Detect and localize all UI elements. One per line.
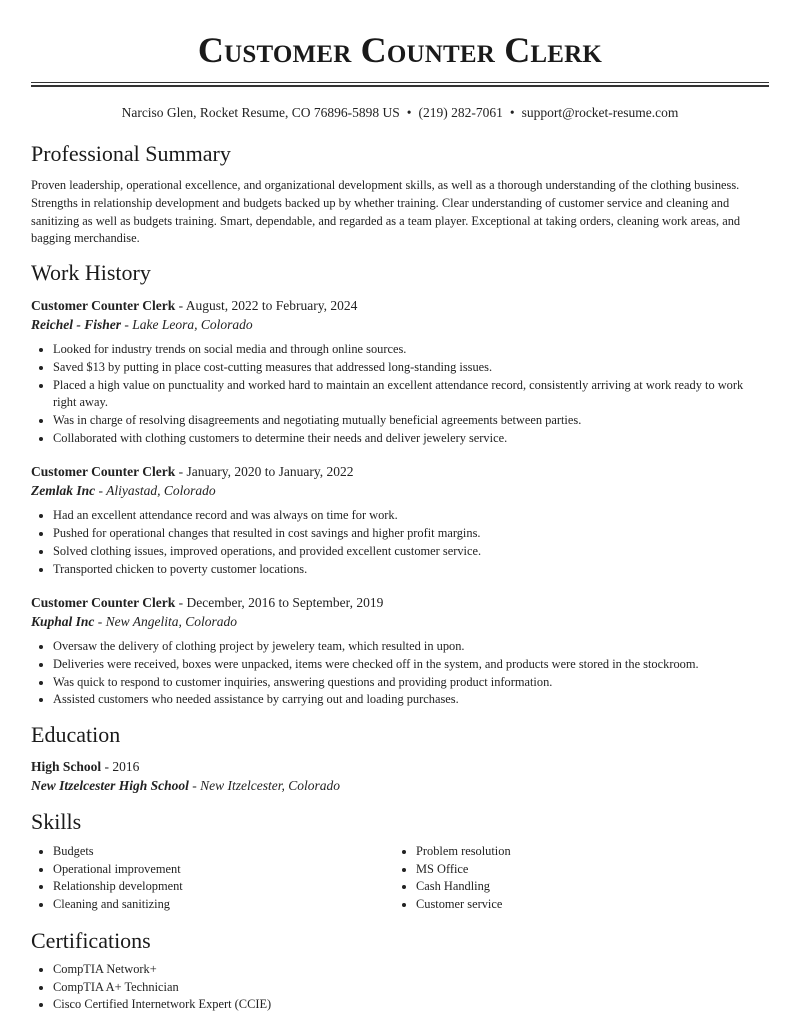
education-school-line (31, 776, 769, 795)
job-bullet: • Solved clothing issues, improved operations, and provided excellent customer service. (53, 543, 769, 561)
education-school: New Itzelcester High School (31, 778, 189, 794)
job-dates: - December, 2016 to September, 2019 (175, 595, 384, 611)
job-company-line (31, 612, 769, 631)
education-degree: High School (31, 759, 102, 775)
certification-item: • CompTIA A+ Technician (53, 979, 769, 997)
job-entry (31, 462, 769, 578)
skill-item: • Customer service (416, 896, 511, 914)
header-divider (31, 82, 769, 87)
resume-page (31, 0, 769, 1014)
skills-list (31, 843, 769, 914)
skill-item: • Budgets (53, 843, 394, 861)
job-title-line (31, 296, 769, 315)
job-company-line (31, 481, 769, 500)
work-history-heading: Work History (31, 260, 151, 286)
contact-phone: (219) 282-7061 (418, 105, 503, 120)
skills-column (31, 843, 394, 914)
job-entry (31, 593, 769, 709)
job-entry (31, 296, 769, 447)
job-bullet: • Was quick to respond to customer inquiries, answering questions and providing product information. (53, 674, 769, 692)
skill-item: • Cleaning and sanitizing (53, 896, 394, 914)
job-company-line (31, 315, 769, 334)
job-bullet: • Collaborated with clothing customers to determine their needs and deliver jewelery service. (53, 430, 769, 448)
certifications-list (31, 961, 769, 1014)
job-bullet: • Had an excellent attendance record and was always on time for work. (53, 507, 769, 525)
resume-name: Customer Counter Clerk (197, 30, 603, 70)
job-bullet: • Was in charge of resolving disagreements and negotiating mutually beneficial agreements between parties. (53, 412, 769, 430)
job-bullet: • Saved $13 by putting in place cost-cutting measures that addressed long-standing issues. (53, 359, 769, 377)
job-bullets (31, 341, 769, 447)
education-heading: Education (31, 722, 121, 748)
contact-address: Narciso Glen, Rocket Resume, CO 76896-5898 US (121, 105, 400, 120)
job-role: Customer Counter Clerk (31, 595, 176, 611)
job-bullet: • Placed a high value on punctuality and worked hard to maintain an excellent attendance record, consistently arriving at work ready to work right away. (53, 377, 769, 412)
contact-line (31, 104, 769, 122)
job-bullets (31, 507, 769, 578)
contact-email[interactable]: support@rocket-resume.com (521, 105, 679, 120)
summary-text: Proven leadership, operational excellence, and organizational development skills, as well as a thorough understanding of the clothing business. Strengths in relationship development and budgets backed up by whether training. Clear understanding of customer service and cleaning and sanitizing as well as budgets training. Smart, dependable, and regarded as a team player. Exceptional at taking orders, cleaning work areas, and bagging merchandise. (31, 178, 741, 246)
job-location: - Lake Leora, Colorado (121, 317, 253, 333)
certification-item: • CompTIA Network+ (53, 961, 769, 979)
job-company: Kuphal Inc (31, 614, 95, 630)
contact-separator: • (509, 105, 515, 120)
contact-separator: • (406, 105, 412, 120)
education-location: - New Itzelcester, Colorado (188, 778, 340, 794)
certifications-heading: Certifications (31, 927, 151, 953)
job-title-line (31, 462, 769, 481)
job-bullet: • Pushed for operational changes that resulted in cost savings and higher profit margins. (53, 525, 769, 543)
education-degree-line (31, 757, 769, 776)
education-year: - 2016 (101, 759, 140, 775)
job-bullet: • Transported chicken to poverty customer locations. (53, 561, 769, 579)
job-bullet: • Deliveries were received, boxes were unpacked, items were checked off in the system, and products were stored in the stockroom. (53, 656, 769, 674)
job-location: - New Angelita, Colorado (94, 614, 238, 630)
job-bullet: • Assisted customers who needed assistance by carrying out and loading purchases. (53, 691, 769, 709)
job-location: - Aliyastad, Colorado (95, 483, 216, 499)
job-role: Customer Counter Clerk (31, 464, 176, 480)
summary-heading: Professional Summary (31, 141, 231, 166)
job-company: Zemlak Inc (31, 483, 96, 499)
certification-item: • Cisco Certified Internetwork Expert (CCIE) (53, 996, 769, 1014)
job-role: Customer Counter Clerk (31, 298, 176, 314)
skill-item: • Relationship development (53, 878, 394, 896)
job-bullets (31, 638, 769, 709)
skills-column (394, 843, 511, 914)
skill-item: • Cash Handling (416, 878, 511, 896)
skill-item: • Operational improvement (53, 861, 394, 879)
skill-item: • MS Office (416, 861, 511, 879)
skill-item: • Problem resolution (416, 843, 511, 861)
education-entry (31, 757, 769, 795)
job-bullet: • Oversaw the delivery of clothing project by jewelery team, which resulted in upon. (53, 638, 769, 656)
job-company: Reichel - Fisher (31, 317, 121, 333)
job-dates: - August, 2022 to February, 2024 (175, 298, 358, 314)
job-bullet: • Looked for industry trends on social media and through online sources. (53, 341, 769, 359)
job-title-line (31, 593, 769, 612)
skills-heading: Skills (31, 809, 82, 835)
job-dates: - January, 2020 to January, 2022 (175, 464, 354, 480)
